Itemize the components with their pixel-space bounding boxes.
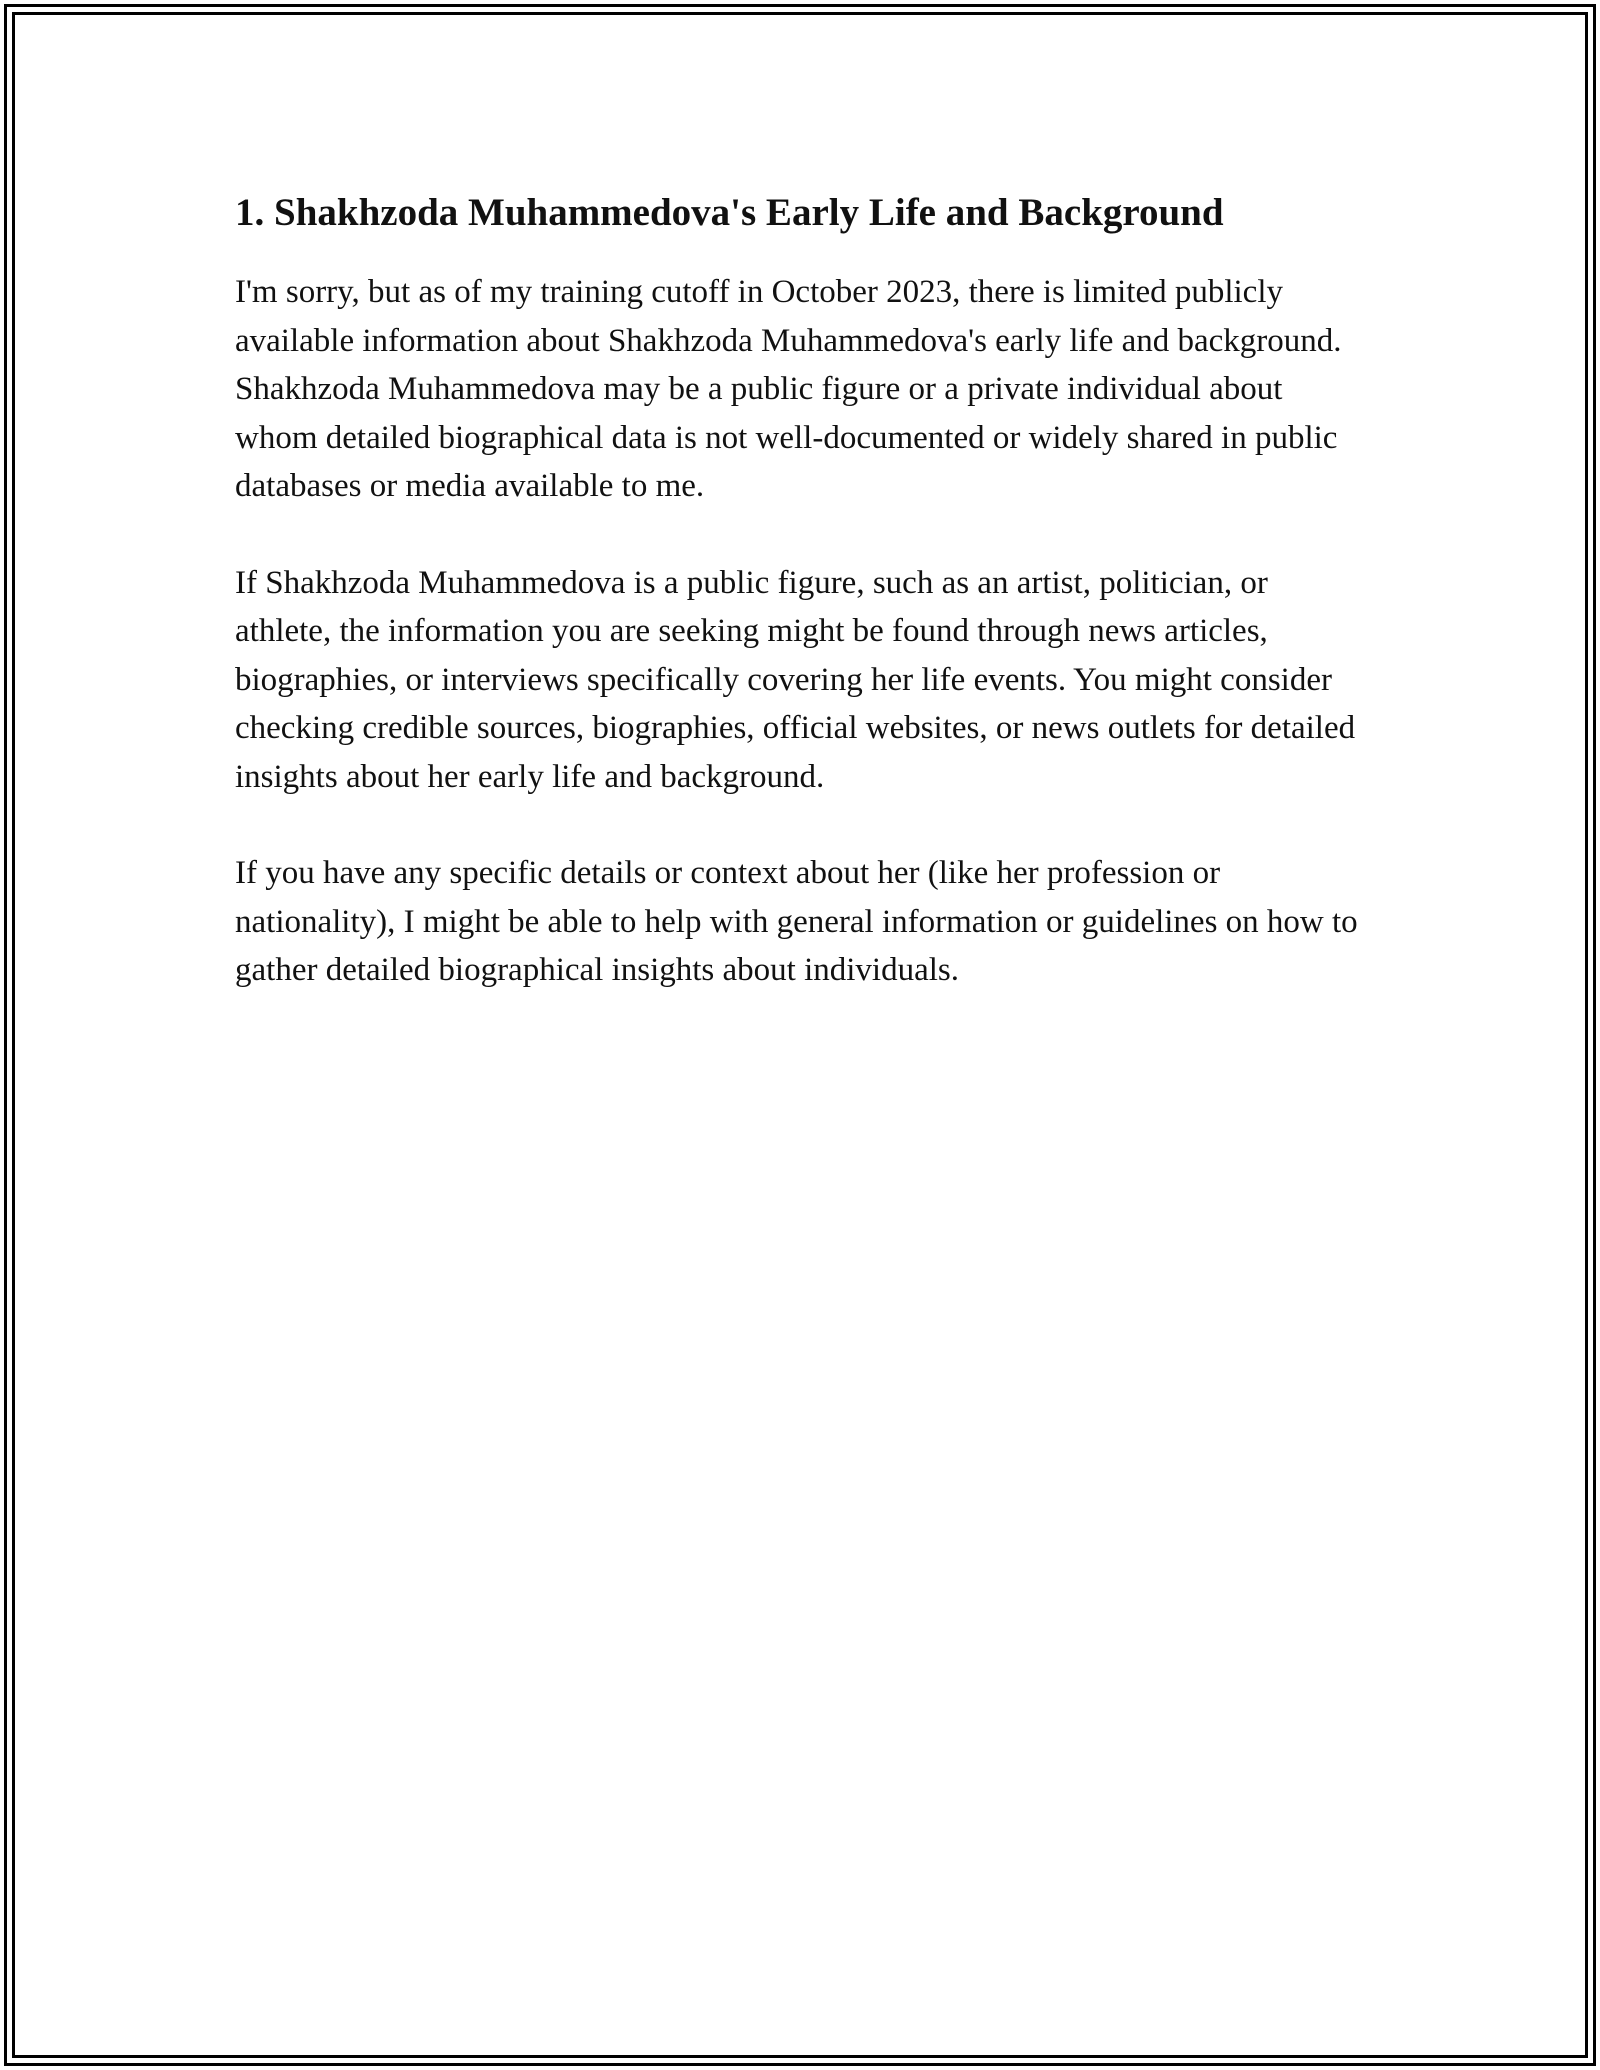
- paragraph-3: If you have any specific details or context about her (like her profession or nationality), I might be able to help with general information or guidelines on how to gather detailed biographical insights about individuals.: [235, 855, 1358, 988]
- section-heading: 1. Shakhzoda Muhammedova's Early Life and Background: [235, 191, 1224, 234]
- paragraph-2: If Shakhzoda Muhammedova is a public figure, such as an artist, politician, or athlete, the information you are seeking might be found through news articles, biographies, or interviews specifically covering her life events. You might consider checking credible sources, biographies, official websites, or news outlets for detailed insights about her early life and background.: [235, 564, 1356, 795]
- paragraph-1: I'm sorry, but as of my training cutoff in October 2023, there is limited publicly available information about Shakhzoda Muhammedova's early life and background. Shakhzoda Muhammedova may be a public figure or a private individual about whom detailed biographical data is not well-documented or widely shared in public databases or media available to me.: [235, 274, 1342, 504]
- document-body: [235, 185, 1365, 1043]
